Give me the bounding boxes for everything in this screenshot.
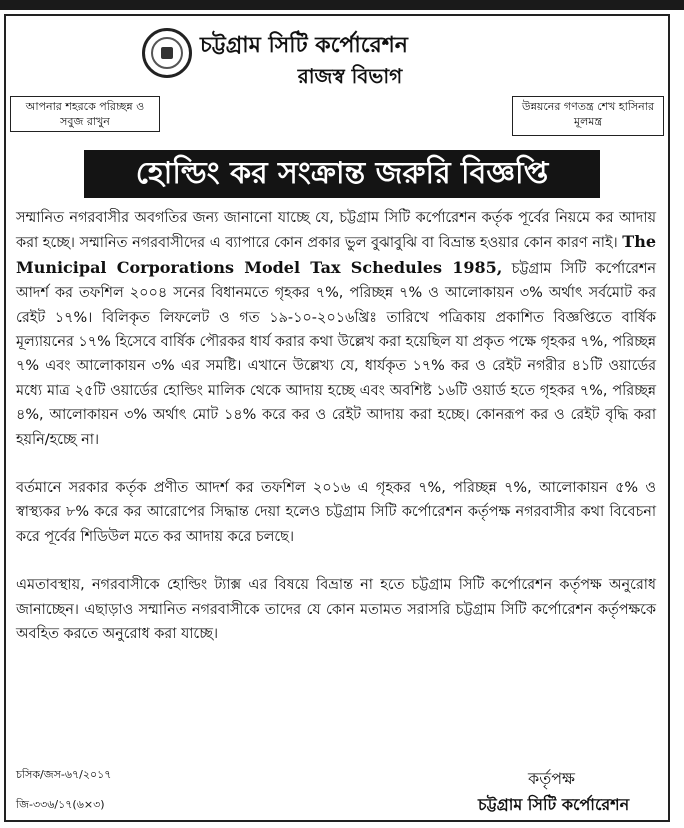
signatory-organization: চট্টগ্রাম সিটি কর্পোরেশন — [478, 795, 630, 814]
seal-emblem — [161, 47, 173, 59]
top-rule — [0, 0, 684, 10]
paragraph-2: বর্তমানে সরকার কর্তৃক প্রণীত আদর্শ কর তফশিল ২০১৬ এ গৃহকর ৭%, পরিচ্ছন্ন ৭%, আলোকায়ন ৫% ও স্বাস্থ্যকর ৮% করে কর আরোপের সিদ্ধান্ত দেয়া হলেও চট্টগ্রাম সিটি কর্পোরেশন কর্তৃপক্ষ নগরবাসীর কথা বিবেচনা করে পূর্বের শিডিউল মতে কর আদায় করে চলছে। — [16, 480, 656, 545]
organization-name: চট্টগ্রাম সিটি কর্পোরেশন — [200, 33, 408, 58]
department-name: রাজস্ব বিভাগ — [297, 64, 403, 88]
signatory-title: কর্তৃপক্ষ — [528, 769, 576, 788]
slogan-box-right: উন্নয়নের গণতন্ত্র শেখ হাসিনার মূলমন্ত্র — [512, 96, 664, 136]
seal-ring — [151, 37, 183, 69]
paragraph-1-details: চট্টগ্রাম সিটি কর্পোরেশন আদর্শ কর তফশিল ২০০৪ সনের বিধানমতে গৃহকর ৭%, পরিচ্ছন্ন ৭% ও আলোকায়ন ৩% অর্থাৎ সর্বমোট কর রেইট ১৭%। বিলিকৃত লিফলেট ও গত ১৯-১০-২০১৬খ্রিঃ তারিখে পত্রিকায় প্রকাশিত বিজ্ঞপ্তিতে বার্ষিক মূল্যায়নের ১৭% হিসেবে বার্ষিক পৌরকর ধার্য করার কথা উল্লেখ করা হয়েছিল যা প্রকৃত পক্ষে গৃহকর ৭%, পরিচ্ছন্ন ৭% এবং আলোকায়ন ৩% এর সমষ্টি। এখানে উল্লেখ্য যে, ধার্যকৃত ১৭% কর ও রেইট নগরীর ৪১টি ওয়ার্ডের মধ্যে মাত্র ২৫টি ওয়ার্ডের হোল্ডিং মালিক থেকে আদায় হচ্ছে এবং অবশিষ্ট ১৬টি ওয়ার্ড হতে গৃহকর ৭%, পরিচ্ছন্ন ৪%, আলোকায়ন ৩% অর্থাৎ মোট ১৪% করে কর ও রেইট আদায় করা হচ্ছে। কোনরূপ কর ও রেইট বৃদ্ধি করা হয়নি/হচ্ছে না। — [16, 260, 657, 448]
notice-body — [16, 206, 656, 671]
paragraph-1 — [16, 206, 656, 452]
city-corporation-seal-icon — [142, 28, 192, 78]
publication-code: জি-৩৩৬/১৭(৬×৩) — [16, 798, 105, 811]
paragraph-1-intro: সম্মানিত নগরবাসীর অবগতির জন্য জানানো যাচ্ছে যে, চট্টগ্রাম সিটি কর্পোরেশন কর্তৃক পূর্বের নিয়মে কর আদায় করা হচ্ছে। সম্মানিত নগরবাসীদের এ ব্যাপারে কোন প্রকার ভুল বুঝাবুঝি বা বিভ্রান্ত হওয়ার কোন কারণ নাই। — [16, 210, 656, 252]
notice-title-banner: হোল্ডিং কর সংক্রান্ত জরুরি বিজ্ঞপ্তি — [84, 150, 600, 198]
slogan-box-left: আপনার শহরকে পরিচ্ছন্ন ও সবুজ রাখুন — [10, 96, 160, 132]
paragraph-3: এমতাবস্থায়, নগরবাসীকে হোল্ডিং ট্যাক্স এর বিষয়ে বিভ্রান্ত না হতে চট্টগ্রাম সিটি কর্পোরেশন কর্তৃপক্ষ অনুরোধ জানাচ্ছেন। এছাড়াও সম্মানিত নগরবাসীকে তাদের যে কোন মতামত সরাসরি চট্টগ্রাম সিটি কর্পোরেশন কর্তৃপক্ষকে অবহিত করতে অনুরোধ করা যাচ্ছে। — [16, 577, 656, 643]
english-act-name: The Municipal Corporations Model Tax Schedules 1985, — [16, 232, 656, 277]
reference-number: চসিক/জস-৬৭/২০১৭ — [16, 768, 112, 781]
